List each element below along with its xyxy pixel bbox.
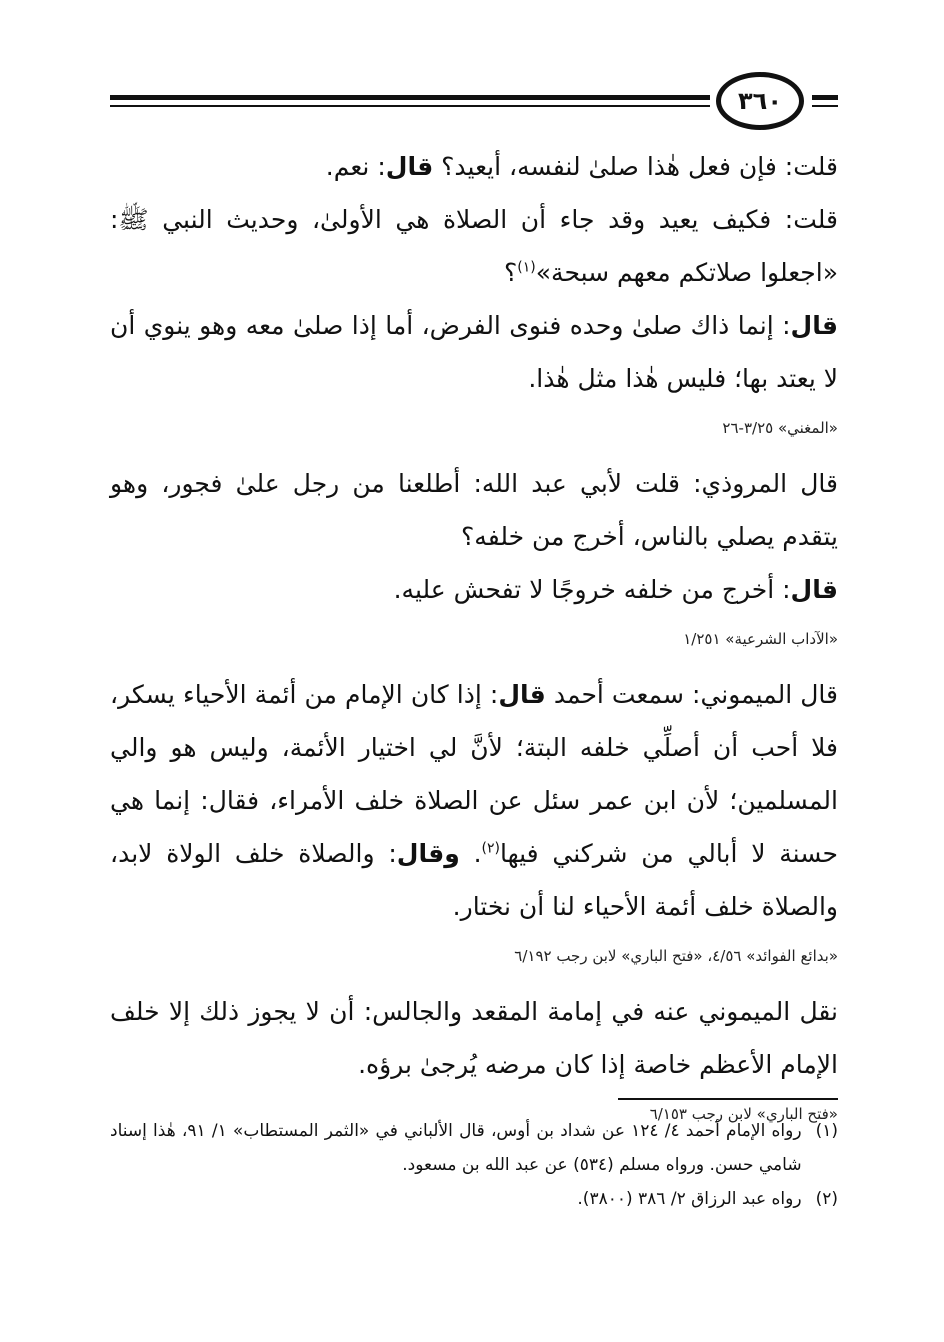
paragraph [110,563,838,616]
footnote [110,1114,838,1182]
header-rule-thick [110,95,710,100]
main-text [110,140,838,1143]
bold-term: وقال [396,839,460,868]
footnotes [110,1098,838,1216]
text-run: : والصلاة خلف الولاة لابد، والصلاة خلف أئمة الأحياء لنا أن نختار. [110,839,838,921]
bold-term: قال [498,680,546,709]
text-run: . [459,839,482,868]
paragraph [110,457,838,563]
page-number: ٣٦٠ [716,72,804,130]
footnote-marker[interactable]: (١) [517,259,536,276]
source-citation: «بدائع الفوائد» ٤/٥٦، «فتح الباري» لابن رجب ٦/١٩٢ [514,947,838,965]
header-rule-right-thick [812,95,838,100]
paragraph [110,985,838,1091]
footnote-marker[interactable]: (٢) [481,840,500,857]
bold-term: قال [790,575,838,604]
text-run: : إذا كان الإمام من أئمة الأحياء يسكر، فلا أحب أن أصلِّي خلفه البتة؛ لأنَّ لي اختيار الأئمة، وليس هو والي المسلمين؛ لأن ابن عمر سئل عن الصلاة خلف الأمراء، فقال: إنما هي حسنة لا أبالي من شركني فيها [110,680,838,868]
footnote-separator [618,1098,838,1100]
text-run: قلت: فكيف يعيد وقد جاء أن الصلاة هي الأولىٰ، وحديث النبي ﷺ: «اجعلوا صلاتكم معهم سبحة» [110,205,838,287]
source-citation: «فتح الباري» لابن رجب ٦/١٥٣ [649,1105,838,1123]
text-run: : أخرج من خلفه خروجًا لا تفحش عليه. [393,575,791,604]
paragraph [110,299,838,405]
footnote-list [110,1114,838,1216]
header-rule-thin [110,105,710,107]
footnote-number: (٢) [815,1189,838,1209]
paragraph [110,193,838,299]
header-rule-right-thin [812,105,838,107]
text-run: نقل الميموني عنه في إمامة المقعد والجالس: أن لا يجوز ذلك إلا خلف الإمام الأعظم خاصة إذا كان مرضه يُرجىٰ برؤه. [110,997,838,1079]
source-citation: «المغني» ٣/٢٥-٢٦ [722,419,838,437]
text-run: : نعم. [325,152,386,181]
bold-term: قال [385,152,434,181]
text-run: قال الميموني: سمعت أحمد [545,680,838,709]
paragraph [110,140,838,193]
footnote-number: (١) [815,1121,838,1141]
text-run: ؟ [504,258,518,287]
footnote-text: رواه الإمام أحمد ٤/ ١٢٤ عن شداد بن أوس، قال الألباني في «الثمر المستطاب» ١/ ٩١، هٰذا إسناد شامي حسن. ورواه مسلم (٥٣٤) عن عبد الله بن مسعود. [110,1121,802,1175]
text-run: : إنما ذاك صلىٰ وحده فنوى الفرض، أما إذا صلىٰ معه وهو ينوي أن لا يعتد بها؛ فليس هٰذا مثل هٰذا. [110,311,838,393]
paragraph [110,668,838,933]
text-run: قال المروذي: قلت لأبي عبد الله: أطلعنا من رجل علىٰ فجور، وهو يتقدم يصلي بالناس، أخرج من خلفه؟ [110,469,838,551]
footnote [110,1182,838,1216]
bold-term: قال [790,311,838,340]
source-citation: «الآداب الشرعية» ١/٢٥١ [683,630,838,648]
text-run: قلت: فإن فعل هٰذا صلىٰ لنفسه، أيعيد؟ [433,152,838,181]
footnote-text: رواه عبد الرزاق ٢/ ٣٨٦ (٣٨٠٠). [577,1189,802,1209]
